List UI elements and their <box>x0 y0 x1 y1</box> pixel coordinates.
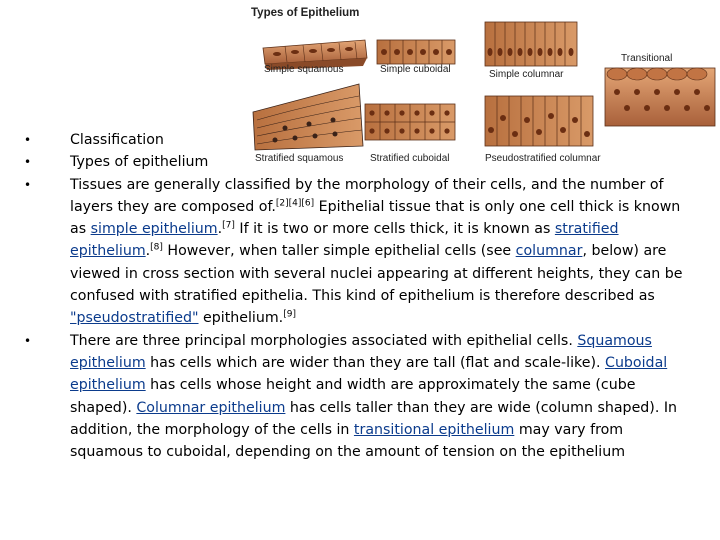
transitional-drawing <box>605 68 715 126</box>
text-run: Epithelial tissue that is only one cell thick is known as <box>70 198 681 238</box>
bullet-marker: • <box>24 177 32 192</box>
citation[interactable]: [8] <box>150 242 163 253</box>
bullet-marker: • <box>24 333 32 348</box>
text-run: Tissues are generally classified by the morphology of their cells, and the number of layers they are composed of. <box>70 176 664 215</box>
bullet-marker: • <box>24 155 32 170</box>
text-run: has cells which are wider than they are tall (flat and scale-like). <box>145 354 606 371</box>
text-run: has cells whose height and width are approximately the same (cube shaped). <box>70 377 636 416</box>
list-item <box>24 129 684 151</box>
link-columnar-epithelium[interactable]: Columnar epithelium <box>136 399 286 416</box>
citation[interactable]: [9] <box>283 309 296 320</box>
figure-title: Types of Epithelium <box>251 7 360 19</box>
caption-simple-columnar: Simple columnar <box>489 69 564 80</box>
citation[interactable]: [7] <box>222 220 235 231</box>
types-heading: Types of epithelium <box>70 154 209 171</box>
caption-stratified-squamous: Stratified squamous <box>255 153 344 164</box>
list-item <box>24 174 684 330</box>
bullet-marker: • <box>24 133 32 147</box>
text-run: There are three principal morphologies associated with epithelial cells. <box>70 332 578 349</box>
caption-simple-cuboidal: Simple cuboidal <box>380 64 451 75</box>
link-simple-epithelium[interactable]: simple epithelium <box>90 221 218 238</box>
link-pseudostratified[interactable]: "pseudostratified" <box>70 310 199 327</box>
caption-stratified-cuboidal: Stratified cuboidal <box>370 153 450 164</box>
text-run: may vary from squamous to cuboidal, depending on the amount of tension on the epithelium <box>70 421 626 461</box>
citation[interactable]: [2][4][6] <box>275 198 315 209</box>
classification-heading: Classification <box>70 132 164 148</box>
classification-paragraph <box>70 177 683 327</box>
content-list <box>24 129 684 463</box>
text-run: . <box>217 221 223 238</box>
text-run: However, when taller simple epithelial cells (see <box>162 243 516 260</box>
list-item <box>24 330 684 464</box>
list-item <box>24 151 684 173</box>
text-run: . <box>145 243 151 260</box>
morphology-paragraph <box>70 333 677 460</box>
caption-transitional: Transitional <box>621 53 673 64</box>
caption-pseudostratified-columnar: Pseudostratified columnar <box>485 153 601 164</box>
text-run: If it is two or more cells thick, it is known as <box>234 221 555 238</box>
text-run: epithelium. <box>198 310 284 327</box>
link-transitional-epithelium[interactable]: transitional epithelium <box>353 421 515 438</box>
link-columnar[interactable]: columnar <box>515 243 583 260</box>
caption-simple-squamous: Simple squamous <box>264 64 344 75</box>
link-stratified-epithelium[interactable]: stratified epithelium <box>70 221 619 260</box>
link-squamous-epithelium[interactable]: Squamous epithelium <box>70 332 652 371</box>
text-run: has cells taller than they are wide (column shaped). In addition, the morphology of the cells in <box>70 399 678 438</box>
simple-columnar-drawing <box>485 22 577 66</box>
simple-cuboidal-drawing <box>377 40 455 64</box>
text-run: , below) are viewed in cross section with several nuclei appearing at different heights, they can be confused with stratified epithelia. This kind of epithelium is therefore described as <box>70 243 683 305</box>
link-cuboidal-epithelium[interactable]: Cuboidal epithelium <box>70 354 668 394</box>
